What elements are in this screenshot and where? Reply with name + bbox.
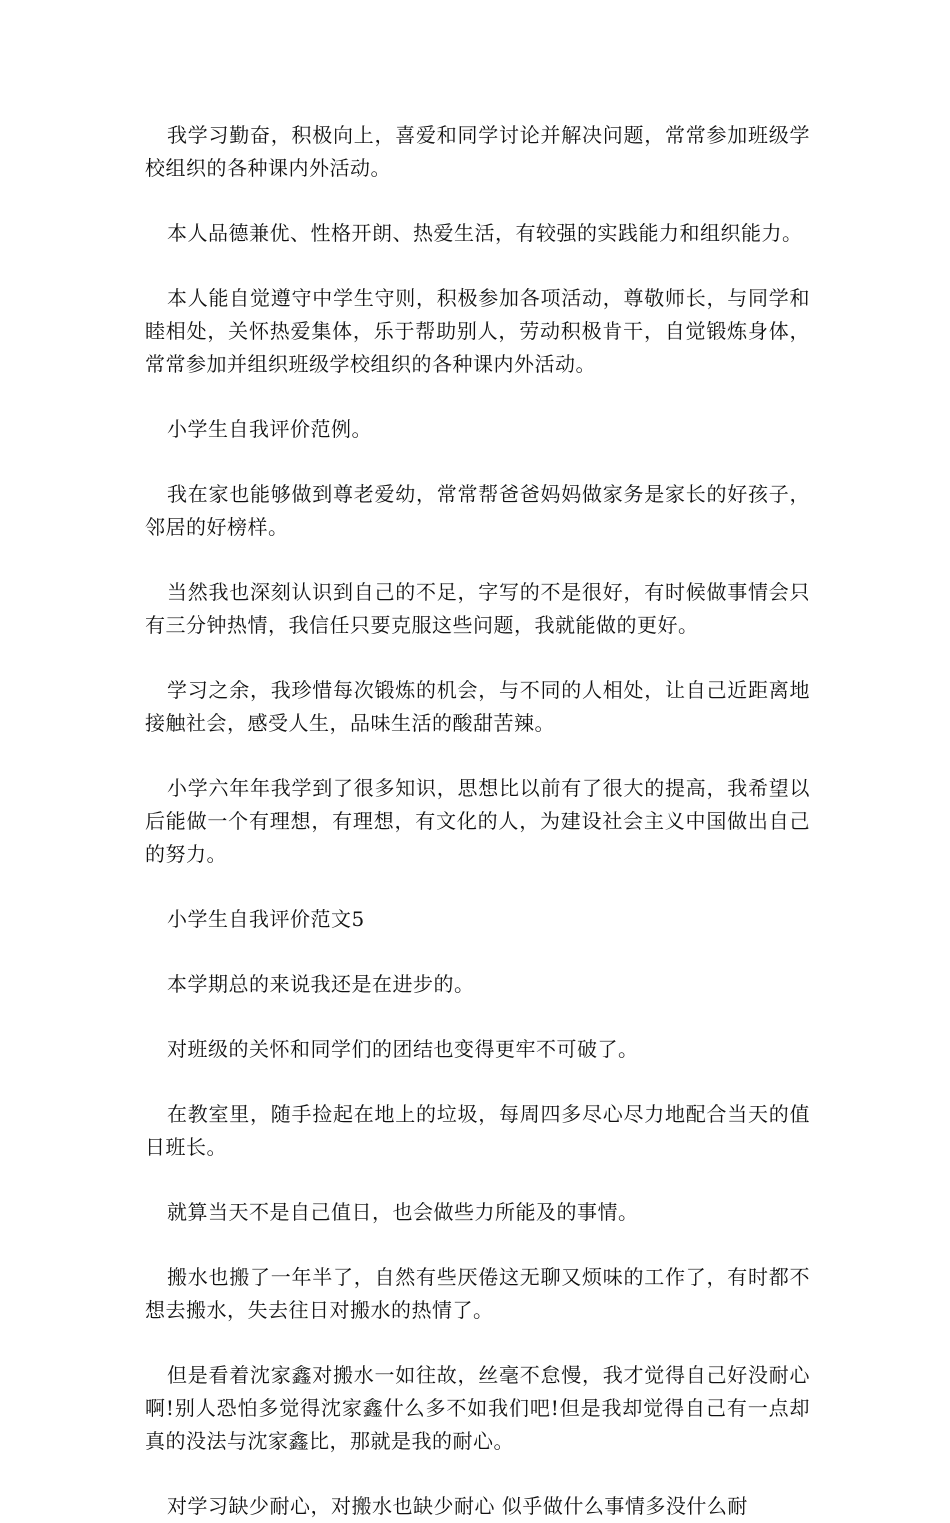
paragraph-11: 对班级的关怀和同学们的团结也变得更牢不可破了。 [167, 1037, 639, 1061]
document-page [145, 119, 810, 1523]
section-heading-example: 小学生自我评价范例。 [167, 417, 372, 441]
paragraph-6: 当然我也深刻认识到自己的不足，字写的不是很好，有时候做事情会只有三分钟热情，我信任只要克服这些问题，我就能做的更好。 [145, 580, 810, 637]
paragraph-7: 学习之余，我珍惜每次锻炼的机会，与不同的人相处，让自己近距离地接触社会，感受人生，品味生活的酸甜苦辣。 [145, 678, 810, 735]
paragraph-14: 搬水也搬了一年半了，自然有些厌倦这无聊又烦味的工作了，有时都不想去搬水，失去往日对搬水的热情了。 [145, 1265, 810, 1322]
paragraph-12: 在教室里，随手捡起在地上的垃圾，每周四多尽心尽力地配合当天的值日班长。 [145, 1102, 810, 1159]
paragraph-16: 对学习缺少耐心，对搬水也缺少耐心 似乎做什么事情多没什么耐 [167, 1494, 748, 1518]
paragraph-13: 就算当天不是自己值日，也会做些力所能及的事情。 [167, 1200, 639, 1224]
paragraph-10: 本学期总的来说我还是在进步的。 [167, 972, 475, 996]
paragraph-15: 但是看着沈家鑫对搬水一如往故，丝毫不怠慢，我才觉得自己好没耐心啊!别人恐怕多觉得沈家鑫什么多不如我们吧!但是我却觉得自己有一点却真的没法与沈家鑫比，那就是我的耐心。 [145, 1363, 810, 1453]
paragraph-3: 本人能自觉遵守中学生守则，积极参加各项活动，尊敬师长，与同学和睦相处，关怀热爱集体，乐于帮助别人，劳动积极肯干，自觉锻炼身体，常常参加并组织班级学校组织的各种课内外活动。 [145, 286, 810, 376]
paragraph-5: 我在家也能够做到尊老爱幼，常常帮爸爸妈妈做家务是家长的好孩子，邻居的好榜样。 [145, 482, 810, 539]
paragraph-1: 我学习勤奋，积极向上，喜爱和同学讨论并解决问题，常常参加班级学校组织的各种课内外活动。 [145, 123, 810, 180]
section-heading-sample-5: 小学生自我评价范文5 [167, 907, 365, 931]
paragraph-2: 本人品德兼优、性格开朗、热爱生活，有较强的实践能力和组织能力。 [167, 221, 803, 245]
paragraph-8: 小学六年年我学到了很多知识，思想比以前有了很大的提高，我希望以后能做一个有理想，有理想，有文化的人，为建设社会主义中国做出自己的努力。 [145, 776, 810, 866]
